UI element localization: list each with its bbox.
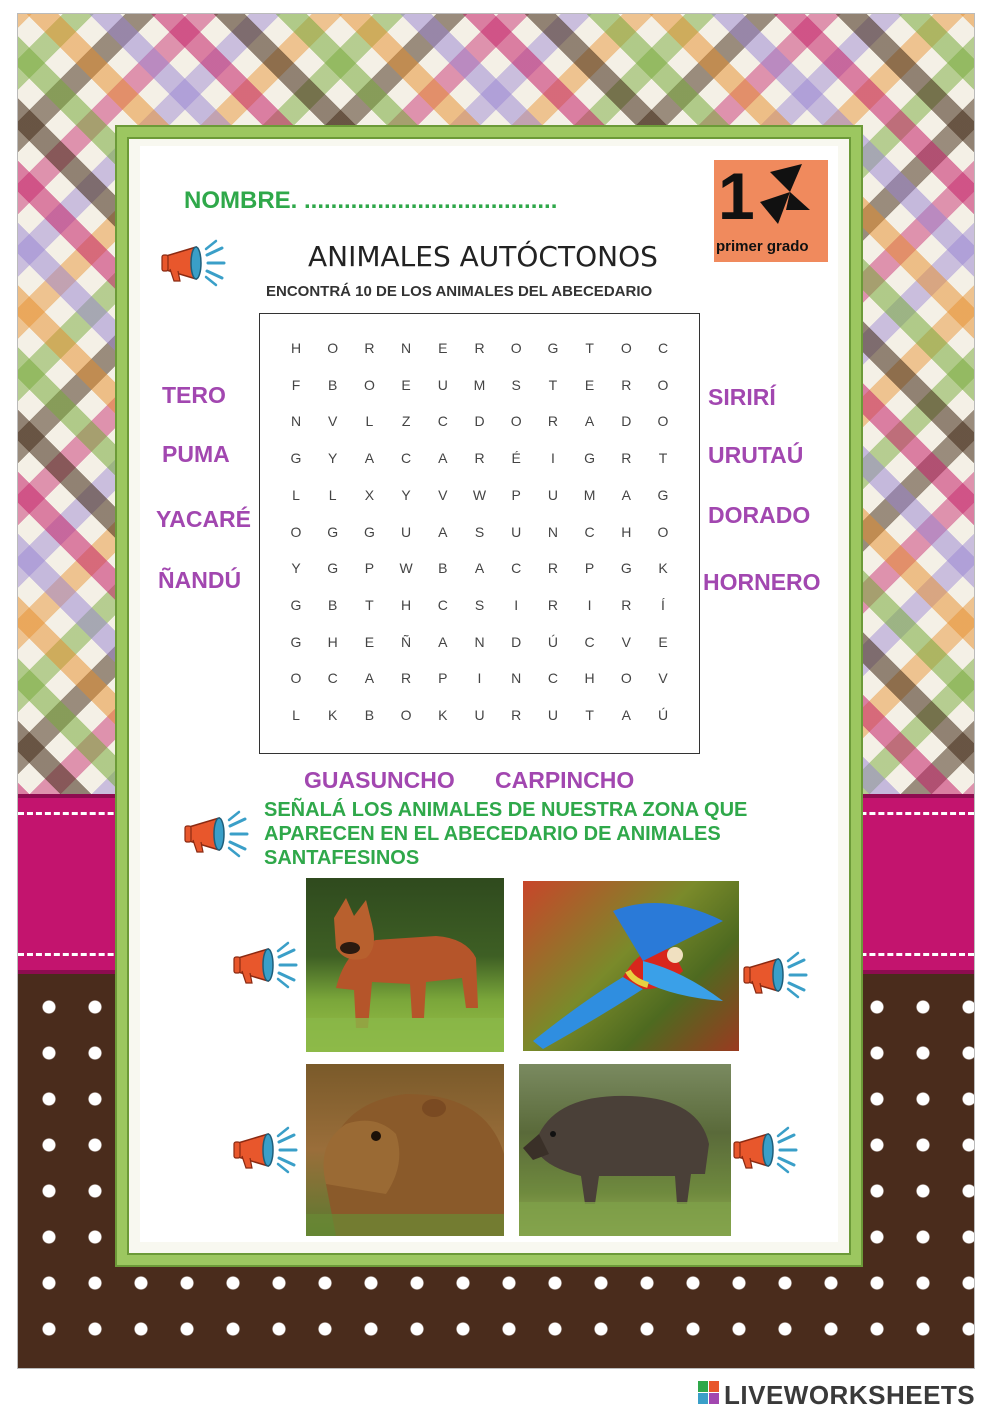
grid-letter[interactable]: U (437, 376, 448, 393)
grid-letter[interactable]: B (328, 596, 338, 613)
word-carpincho[interactable]: CARPINCHO (495, 767, 635, 793)
grid-letter[interactable]: P (438, 670, 448, 687)
origami-bird-icon (756, 162, 812, 240)
word-nandu[interactable]: ÑANDÚ (158, 567, 242, 593)
grid-letter[interactable]: D (621, 413, 632, 430)
grid-letter[interactable]: D (511, 633, 522, 650)
grid-letter[interactable]: É (511, 450, 521, 467)
grid-letter[interactable]: G (620, 560, 632, 577)
grid-letter[interactable]: Ñ (401, 633, 412, 650)
grid-letter[interactable]: P (511, 486, 521, 503)
grid-letter[interactable]: S (474, 523, 485, 540)
grid-letter[interactable]: C (547, 670, 558, 687)
grid-letter[interactable]: C (657, 340, 669, 356)
grid-letter[interactable]: I (477, 670, 482, 687)
grid-letter[interactable]: C (511, 560, 522, 577)
grid-letter[interactable]: O (363, 376, 375, 393)
word-hornero[interactable]: HORNERO (703, 569, 821, 595)
grid-letter[interactable]: B (364, 707, 375, 723)
capybara-photo[interactable] (306, 1064, 504, 1236)
grid-letter[interactable]: M (583, 486, 596, 503)
grid-letter[interactable]: Y (401, 486, 411, 503)
maned-wolf-photo[interactable] (306, 878, 504, 1052)
grid-letter[interactable]: O (290, 670, 302, 687)
task-instructions (264, 798, 824, 870)
grid-letter[interactable]: L (292, 486, 300, 503)
grid-letter[interactable]: L (365, 413, 374, 430)
grid-letter[interactable]: C (401, 450, 412, 467)
grid-letter[interactable]: R (547, 413, 558, 430)
grid-letter[interactable]: C (437, 596, 448, 613)
grid-letter[interactable]: K (438, 707, 448, 723)
grid-letter[interactable]: U (511, 523, 522, 540)
grid-letter[interactable]: H (290, 340, 302, 356)
grid-letter[interactable]: R (474, 340, 485, 356)
grid-letter[interactable]: V (438, 486, 448, 503)
grid-letter[interactable]: H (621, 523, 632, 540)
grid-letter[interactable]: A (438, 523, 448, 540)
grid-letter[interactable]: A (621, 707, 631, 723)
grid-letter[interactable]: A (584, 413, 595, 430)
grid-letter[interactable]: S (474, 596, 485, 613)
grid-letter[interactable]: E (438, 340, 448, 356)
grid-letter[interactable]: Ú (547, 633, 558, 650)
grade-number: 1 (718, 159, 751, 233)
task-line: APARECEN EN EL ABECEDARIO DE ANIMALES (264, 823, 721, 845)
grid-letter[interactable]: C (584, 633, 595, 650)
grid-letter[interactable]: A (364, 450, 375, 467)
grid-letter[interactable]: C (327, 670, 338, 687)
grid-letter[interactable]: O (510, 413, 522, 430)
page-subtitle: ENCONTRÁ 10 DE LOS ANIMALES DEL ABECEDARIO (266, 283, 653, 300)
grid-letter[interactable]: G (657, 486, 669, 503)
word-yacare[interactable]: YACARÉ (156, 506, 252, 532)
grid-letter[interactable]: Ú (657, 707, 669, 723)
grid-letter[interactable]: K (328, 707, 338, 723)
word-tero[interactable]: TERO (162, 382, 226, 408)
grid-letter[interactable]: G (290, 450, 302, 467)
grid-letter[interactable]: R (364, 340, 375, 356)
grid-letter[interactable]: T (585, 340, 594, 356)
grid-letter[interactable]: O (657, 413, 669, 430)
grid-letter[interactable]: G (584, 450, 596, 467)
grid-letter[interactable]: M (473, 376, 486, 393)
grid-letter[interactable]: F (291, 376, 301, 393)
megaphone-audio-icon[interactable] (160, 239, 234, 287)
grid-letter[interactable]: G (363, 523, 375, 540)
peccary-photo[interactable] (519, 1064, 731, 1236)
grid-letter[interactable]: T (548, 376, 558, 393)
liveworksheets-logo-icon (698, 1381, 720, 1405)
grid-letter[interactable]: N (511, 670, 522, 687)
grid-letter[interactable]: A (474, 560, 485, 577)
grid-letter[interactable]: P (584, 560, 595, 577)
grid-letter[interactable]: W (472, 486, 487, 503)
grid-letter[interactable]: T (658, 450, 668, 467)
grid-letter[interactable]: A (438, 450, 448, 467)
liveworksheets-brand: LIVEWORKSHEETS (724, 1380, 976, 1410)
megaphone-audio-icon[interactable] (742, 951, 816, 999)
word-guasuncho[interactable]: GUASUNCHO (304, 767, 455, 793)
grid-letter[interactable]: O (657, 376, 669, 393)
megaphone-audio-icon[interactable] (732, 1126, 806, 1174)
grid-letter[interactable]: A (438, 633, 448, 650)
grid-letter[interactable]: I (550, 450, 555, 467)
grid-letter[interactable]: Y (328, 450, 338, 467)
grid-letter[interactable]: C (584, 523, 595, 540)
grid-letter[interactable]: R (474, 450, 485, 467)
grid-letter[interactable]: B (328, 376, 338, 393)
grid-letter[interactable]: G (547, 340, 559, 356)
grid-letter[interactable]: H (584, 670, 595, 687)
grid-letter[interactable]: O (327, 340, 339, 356)
grid-letter[interactable]: N (547, 523, 558, 540)
grade-text: primer grado (716, 238, 809, 255)
word-urutau[interactable]: URUTAÚ (708, 442, 804, 468)
grid-letter[interactable]: E (584, 376, 595, 393)
grid-letter[interactable]: Í (661, 596, 665, 613)
word-sirir[interactable]: SIRIRÍ (708, 384, 776, 410)
grid-letter[interactable]: U (474, 707, 485, 723)
grid-letter[interactable]: E (364, 633, 375, 650)
grid-letter[interactable]: A (364, 670, 375, 687)
grid-letter[interactable]: Z (401, 413, 411, 430)
megaphone-audio-icon[interactable] (232, 1126, 306, 1174)
grid-letter[interactable]: R (621, 596, 632, 613)
grid-letter[interactable]: P (364, 560, 375, 577)
grid-letter[interactable]: B (438, 560, 448, 577)
grid-letter[interactable]: O (620, 670, 632, 687)
page-title: ANIMALES AUTÓCTONOS (308, 240, 658, 273)
grid-letter[interactable]: R (511, 707, 522, 723)
grid-letter[interactable]: U (401, 523, 412, 540)
grid-letter[interactable]: K (658, 560, 668, 577)
megaphone-audio-icon[interactable] (183, 810, 257, 858)
grid-letter[interactable]: R (621, 450, 632, 467)
grid-letter[interactable]: V (328, 413, 338, 430)
grid-letter[interactable]: N (290, 413, 302, 430)
grid-letter[interactable]: O (657, 523, 669, 540)
grid-letter[interactable]: G (290, 633, 302, 650)
grid-letter[interactable]: H (327, 633, 338, 650)
word-puma[interactable]: PUMA (162, 441, 230, 467)
megaphone-audio-icon[interactable] (232, 941, 306, 989)
grid-letter[interactable]: O (510, 340, 522, 356)
task-line: SANTAFESINOS (264, 847, 420, 869)
word-dorado[interactable]: DORADO (708, 502, 811, 528)
grid-letter[interactable]: H (401, 596, 412, 613)
grid-letter[interactable]: R (547, 596, 558, 613)
grid-letter[interactable]: R (401, 670, 412, 687)
name-field-label[interactable]: NOMBRE. ...................................... (184, 187, 558, 214)
grid-letter[interactable]: U (547, 707, 558, 723)
grid-letter[interactable]: A (621, 486, 631, 503)
grid-letter[interactable]: G (290, 596, 302, 613)
grid-letter[interactable]: G (327, 523, 339, 540)
grid-letter[interactable]: O (290, 523, 302, 540)
grid-letter[interactable]: N (474, 633, 485, 650)
grid-letter[interactable]: R (547, 560, 558, 577)
grid-letter[interactable]: E (658, 633, 668, 650)
grid-letter[interactable]: N (401, 340, 412, 356)
grid-letter[interactable]: L (328, 486, 337, 503)
grid-letter[interactable]: I (587, 596, 592, 613)
grid-letter[interactable]: V (658, 670, 668, 687)
grid-letter[interactable]: O (620, 340, 632, 356)
grid-letter[interactable]: T (585, 707, 594, 723)
macaw-photo[interactable] (523, 881, 739, 1051)
grid-letter[interactable]: G (327, 560, 339, 577)
grid-letter[interactable]: C (437, 413, 448, 430)
grid-letter[interactable]: Y (291, 560, 301, 577)
grid-letter[interactable]: L (292, 707, 300, 723)
grid-letter[interactable]: S (511, 376, 521, 393)
grid-letter[interactable]: I (514, 596, 519, 613)
grid-letter[interactable]: T (365, 596, 374, 613)
grid-letter[interactable]: E (401, 376, 411, 393)
task-line: SEÑALÁ LOS ANIMALES DE NUESTRA ZONA QUE (264, 799, 748, 821)
grid-letter[interactable]: V (621, 633, 631, 650)
grid-letter[interactable]: U (547, 486, 558, 503)
grid-letter[interactable]: O (400, 707, 412, 723)
grid-letter[interactable]: W (399, 560, 413, 577)
grid-letter[interactable]: R (621, 376, 632, 393)
grid-letter[interactable]: X (364, 486, 375, 503)
grid-letter[interactable]: D (474, 413, 485, 430)
